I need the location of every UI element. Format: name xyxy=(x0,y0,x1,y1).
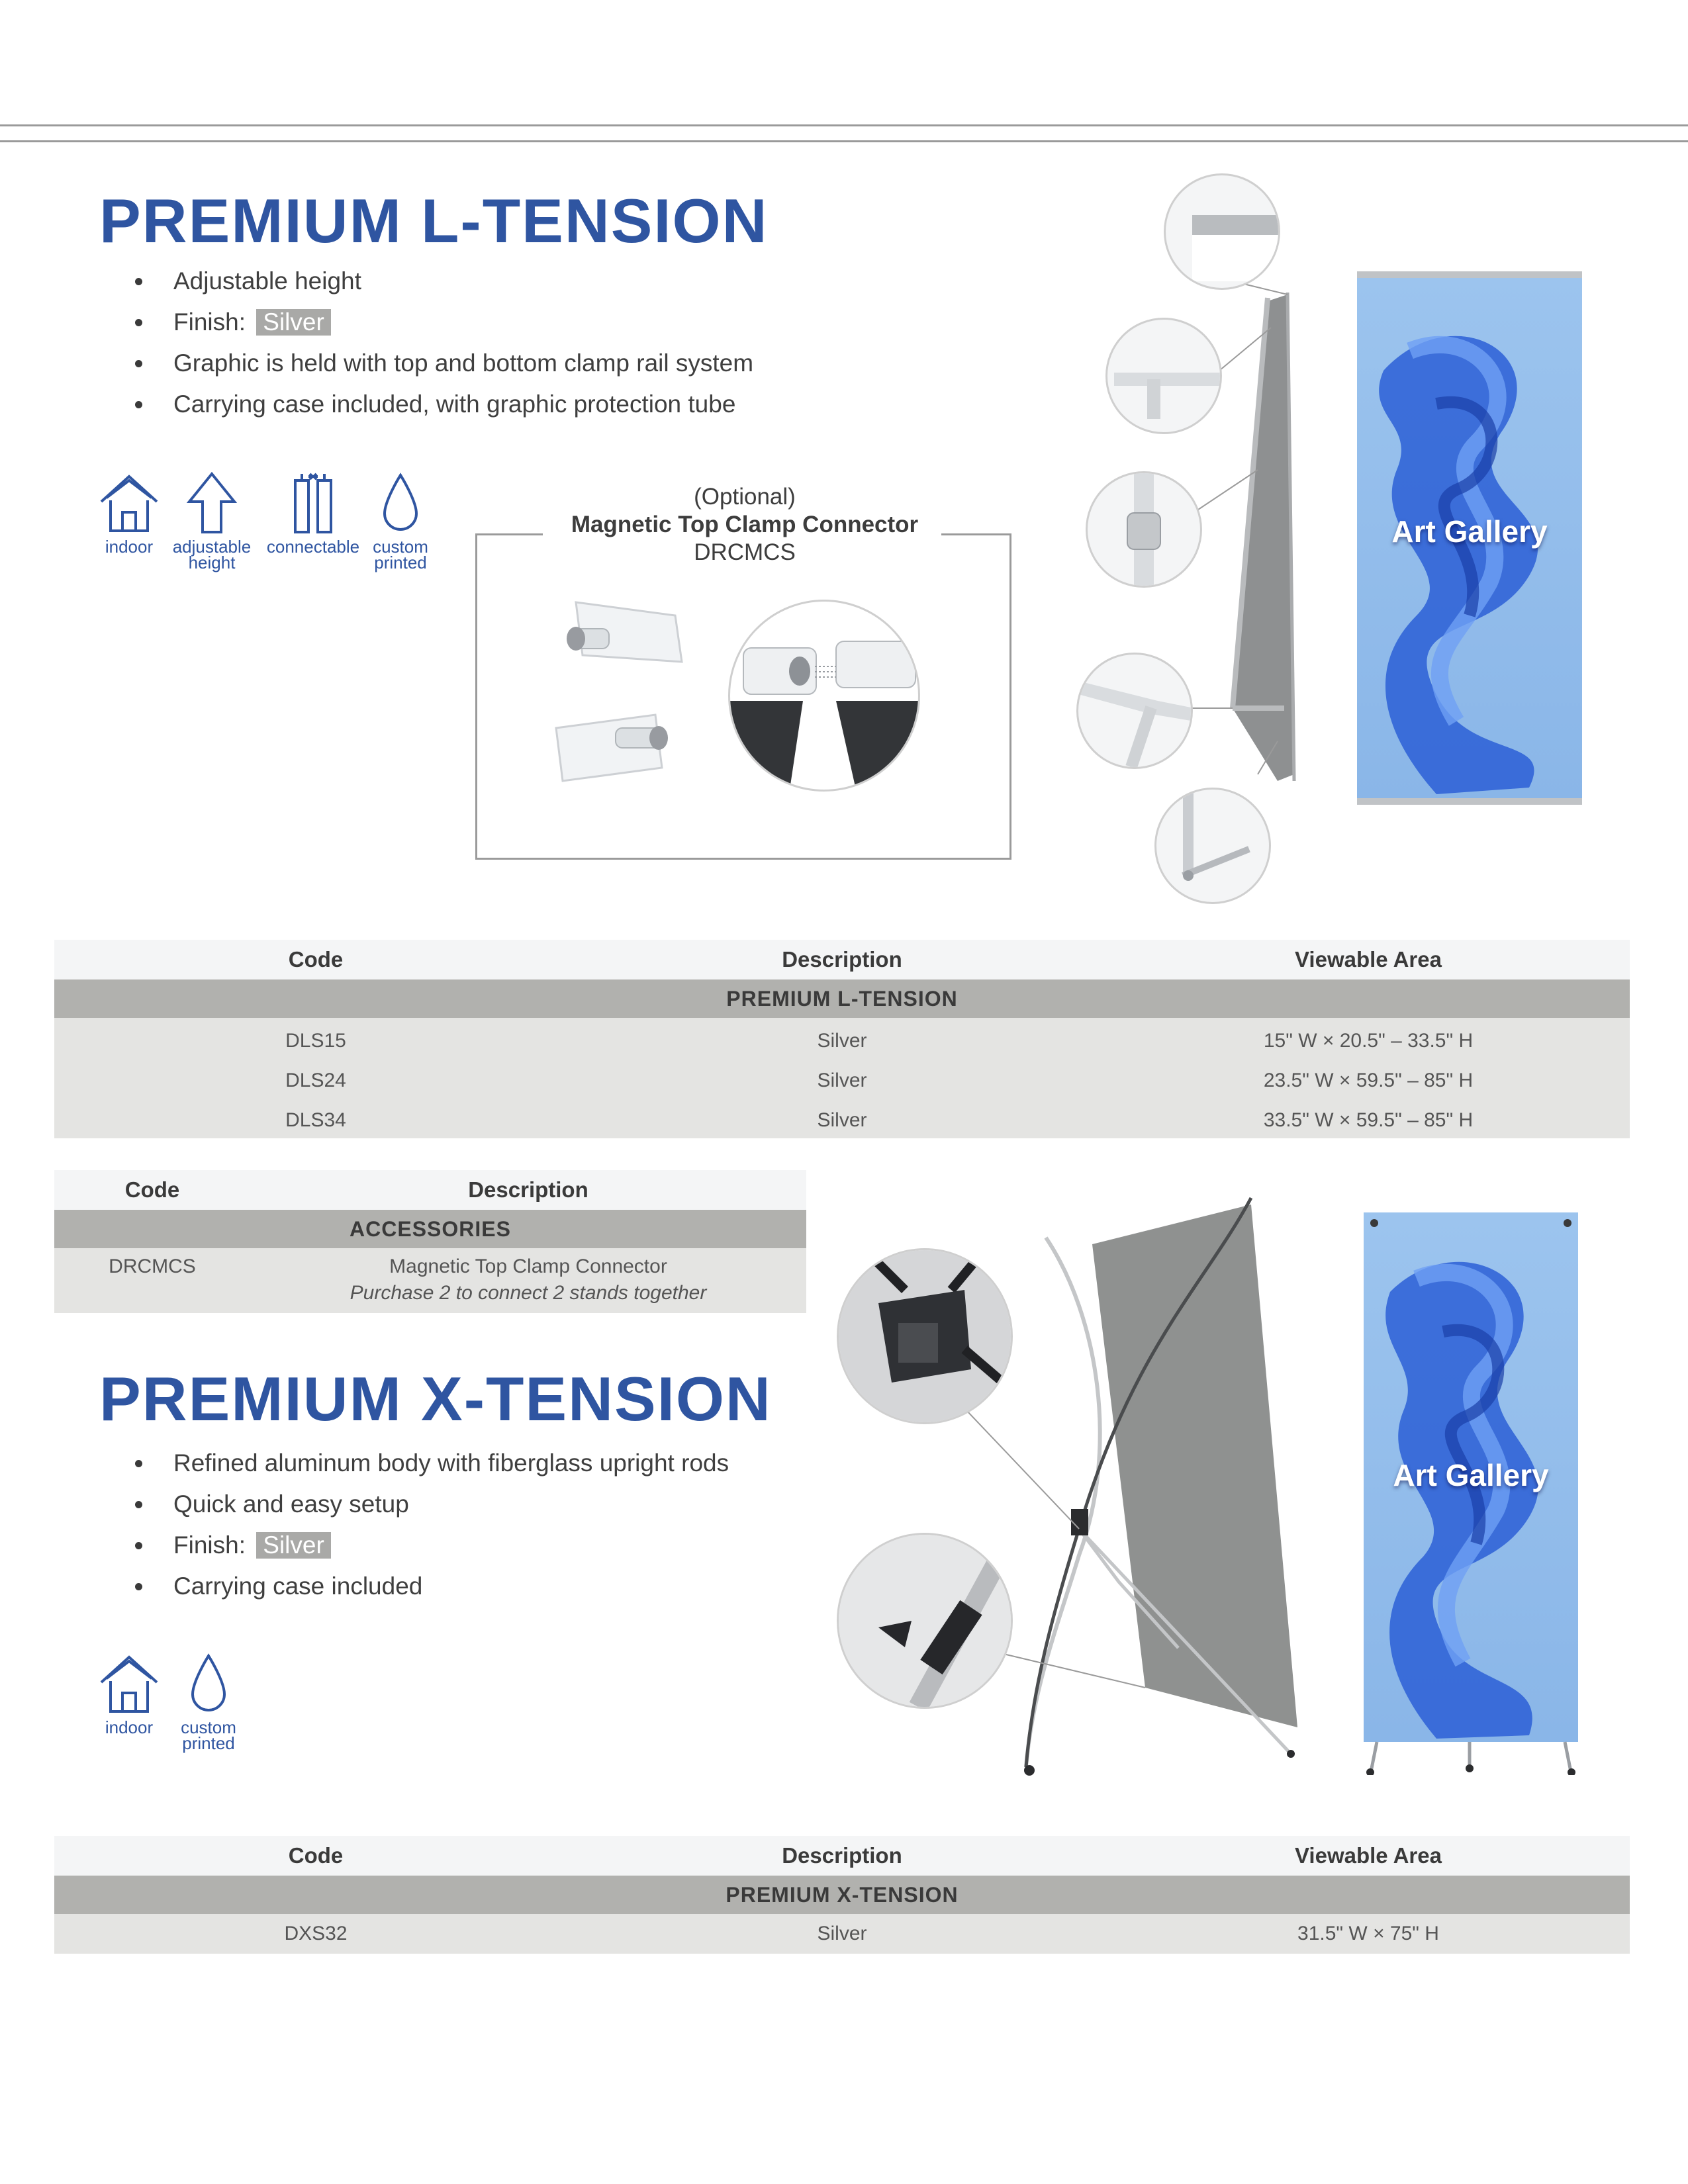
x-banner-text: Art Gallery xyxy=(1393,1458,1549,1492)
feature-adjustable: adjustable height xyxy=(165,471,258,570)
row-description: Silver xyxy=(817,1109,867,1131)
clamp-connector-image xyxy=(530,589,728,814)
row-code: DXS32 xyxy=(284,1923,348,1944)
house-icon xyxy=(97,471,161,535)
table-row xyxy=(54,1914,1630,1954)
drop-icon xyxy=(381,471,420,535)
x-banner-graphic xyxy=(1364,1212,1578,1775)
connector-detail-circle xyxy=(728,600,920,792)
optional-connector-caption: (Optional) Magnetic Top Clamp Connector DRCMCS xyxy=(571,484,919,565)
bullet-item: Carrying case included xyxy=(135,1566,729,1607)
detail-circle-top-rail xyxy=(1164,173,1280,290)
header-viewable-area: Viewable Area xyxy=(1295,1843,1442,1868)
accessories-table xyxy=(54,1170,806,1313)
finish-chip: Silver xyxy=(256,1532,331,1559)
bullet-item: Finish: Silver xyxy=(135,302,753,343)
feature-indoor: indoor xyxy=(93,471,165,555)
row-viewable-area: 31.5" W × 75" H xyxy=(1297,1923,1439,1944)
table-row xyxy=(54,1248,806,1313)
bullet-item: Finish: Silver xyxy=(135,1525,729,1566)
detail-circle-clip xyxy=(837,1533,1013,1709)
detail-circle-joint xyxy=(1086,471,1202,588)
l-tension-title: PREMIUM L-TENSION xyxy=(99,186,769,255)
arrow-up-icon xyxy=(185,471,238,535)
row-viewable-area: 33.5" W × 59.5" – 85" H xyxy=(1263,1109,1474,1131)
table-row xyxy=(54,1101,1630,1140)
detail-circle-bracket xyxy=(1105,318,1222,434)
table-section-row xyxy=(54,1210,806,1248)
box-top-right-line xyxy=(941,533,1009,535)
header-code: Code xyxy=(288,1843,344,1868)
row-viewable-area: 15" W × 20.5" – 33.5" H xyxy=(1263,1030,1474,1052)
table-section-row xyxy=(54,979,1630,1018)
header-viewable-area: Viewable Area xyxy=(1295,947,1442,972)
bullet-item: Graphic is held with top and bottom clamp rail system xyxy=(135,343,753,384)
row-code: DLS34 xyxy=(285,1109,346,1131)
bullet-item: Adjustable height xyxy=(135,261,753,302)
header-code: Code xyxy=(288,947,344,972)
feature-custom-printed: custom printed xyxy=(172,1652,245,1751)
table-header-row xyxy=(54,1836,1630,1876)
x-tension-title: PREMIUM X-TENSION xyxy=(99,1364,772,1433)
header-code: Code xyxy=(124,1177,180,1202)
detail-circle-base xyxy=(1076,653,1193,769)
row-code: DLS15 xyxy=(285,1030,346,1052)
connect-icon xyxy=(290,471,336,535)
detail-circle-hub xyxy=(837,1248,1013,1424)
top-rule-2 xyxy=(0,140,1688,142)
l-banner-graphic xyxy=(1357,271,1582,805)
finish-chip: Silver xyxy=(256,309,331,336)
l-banner-text: Art Gallery xyxy=(1391,514,1548,549)
l-tension-table xyxy=(54,940,1630,1138)
drop-icon xyxy=(189,1652,228,1715)
row-description: Silver xyxy=(817,1030,867,1052)
x-tension-bullets xyxy=(135,1443,729,1607)
table-section-row xyxy=(54,1876,1630,1914)
header-description: Description xyxy=(468,1177,588,1202)
table-row xyxy=(54,1022,1630,1060)
section-label: ACCESSORIES xyxy=(350,1217,511,1241)
table-row xyxy=(54,1062,1630,1100)
section-label: PREMIUM L-TENSION xyxy=(726,987,958,1011)
header-description: Description xyxy=(782,1843,902,1868)
top-rule xyxy=(0,124,1688,126)
x-tension-table xyxy=(54,1836,1630,1955)
bullet-item: Refined aluminum body with fiberglass upright rods xyxy=(135,1443,729,1484)
row-code: DLS24 xyxy=(285,1069,346,1091)
row-code: DRCMCS xyxy=(109,1255,196,1277)
l-tension-bullets xyxy=(135,261,753,425)
feature-indoor: indoor xyxy=(93,1652,165,1735)
header-description: Description xyxy=(782,947,902,972)
row-description: Magnetic Top Clamp Connector xyxy=(389,1255,667,1277)
row-note: Purchase 2 to connect 2 stands together xyxy=(350,1282,707,1304)
row-viewable-area: 23.5" W × 59.5" – 85" H xyxy=(1263,1069,1474,1091)
row-description: Silver xyxy=(817,1069,867,1091)
house-icon xyxy=(97,1652,161,1715)
row-description: Silver xyxy=(817,1923,867,1944)
bullet-item: Carrying case included, with graphic protection tube xyxy=(135,384,753,425)
detail-circle-foot xyxy=(1154,788,1271,904)
box-top-left-line xyxy=(475,533,543,535)
table-header-row xyxy=(54,940,1630,979)
bullet-item: Quick and easy setup xyxy=(135,1484,729,1525)
table-header-row xyxy=(54,1170,806,1210)
feature-custom-printed: custom printed xyxy=(364,471,437,570)
feature-connectable: connectable xyxy=(263,471,363,555)
section-label: PREMIUM X-TENSION xyxy=(726,1883,959,1907)
